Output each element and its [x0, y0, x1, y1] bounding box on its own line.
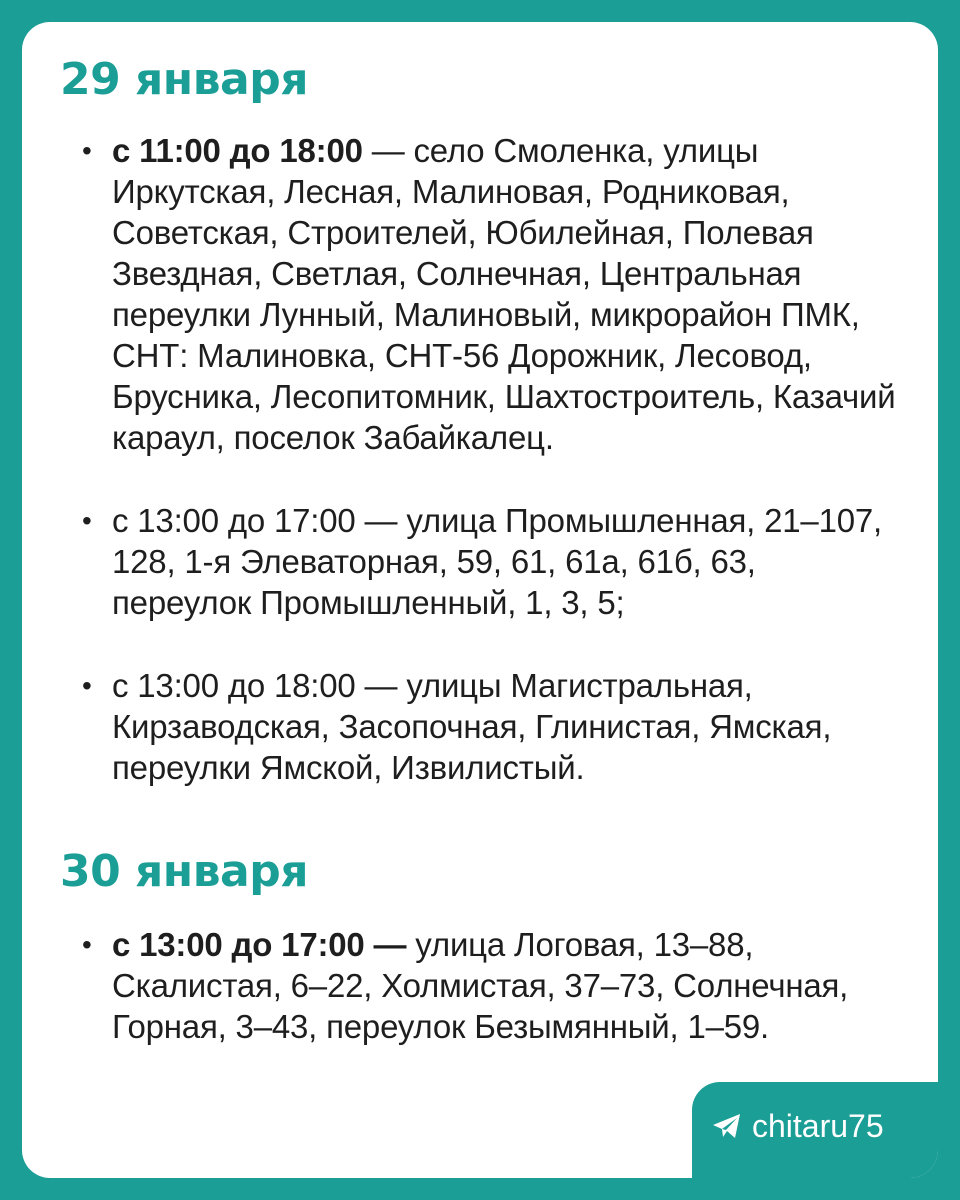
bullet-icon: •	[82, 670, 92, 701]
item-text: — улица Промышленная, 21–107, 128, 1-я Элеваторная, 59, 61, 61а, 61б, 63, переулок Промышленный, 1, 3, 5;	[112, 502, 883, 621]
schedule-list-jan-29	[82, 130, 902, 788]
brand-label: chitaru75	[752, 1108, 884, 1144]
item-time: с 13:00 до 18:00	[112, 667, 356, 704]
item-text: — село Смоленка, улицы Иркутская, Лесная, Малиновая, Родниковая, Советская, Строителей, Юбилейная, Полевая Звездная, Светлая, Солнечная, Центральная переулки Лунный, Малиновый, микрорайон ПМК, СНТ: Малиновка, СНТ-56 Дорожник, Лесовод, Брусника, Лесопитомник, Шахтостроитель, Казачий караул, поселок Забайкалец.	[112, 132, 896, 456]
brand-badge[interactable]	[692, 1082, 938, 1178]
list-item	[82, 924, 902, 1047]
bullet-icon: •	[82, 929, 92, 960]
telegram-icon	[712, 1113, 742, 1139]
item-time: с 13:00 до 17:00 —	[112, 926, 407, 963]
bullet-icon: •	[82, 505, 92, 536]
list-item	[82, 665, 902, 788]
item-time: с 13:00 до 17:00	[112, 502, 356, 539]
section-title-jan-29: 29 января	[60, 54, 308, 105]
section-title-jan-30: 30 января	[60, 846, 308, 897]
item-time: с 11:00 до 18:00	[112, 132, 363, 169]
list-item	[82, 130, 902, 458]
bullet-icon: •	[82, 135, 92, 166]
schedule-list-jan-30	[82, 924, 902, 1047]
schedule-card	[22, 22, 938, 1178]
item-text: — улицы Магистральная, Кирзаводская, Засопочная, Глинистая, Ямская, переулки Ямской, Извилистый.	[112, 667, 832, 786]
item-text: улица Логовая, 13–88, Скалистая, 6–22, Холмистая, 37–73, Солнечная, Горная, 3–43, переулок Безымянный, 1–59.	[112, 926, 849, 1045]
list-item	[82, 500, 902, 623]
